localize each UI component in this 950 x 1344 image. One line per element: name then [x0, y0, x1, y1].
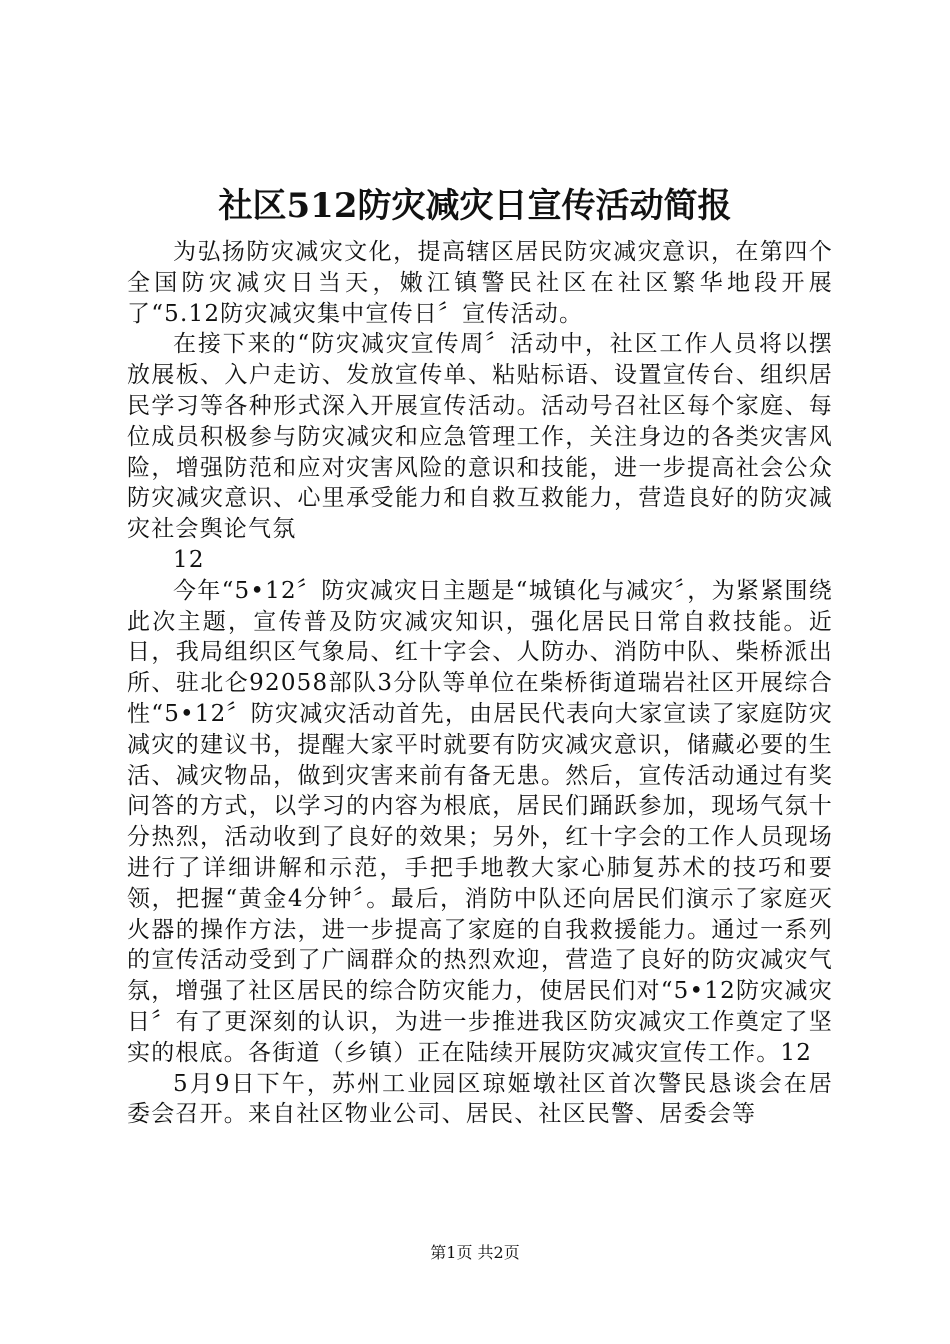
paragraph-intro: 为弘扬防灾减灾文化，提高辖区居民防灾减灾意识，在第四个全国防灾减灾日当天，嫩江镇警民社区在社区繁华地段开展了“5.12防灾减灾集中宣传日〞宣传活动。 [127, 239, 833, 327]
paragraph-number-note: 12 [173, 546, 205, 573]
document-body [127, 237, 833, 1130]
paragraph-publicity-week: 在接下来的“防灾减灾宣传周〞活动中，社区工作人员将以摆放展板、入户走访、发放宣传单、粘贴标语、设置宣传台、组织居民学习等各种形式深入开展宣传活动。活动号召社区每个家庭、每位成员积极参与防灾减灾和应急管理工作，关注身边的各类灾害风险，增强防范和应对灾害风险的意识和技能，进一步提高社会公众防灾减灾意识、心里承受能力和自救互救能力，营造良好的防灾减灾社会舆论气氛 [127, 331, 833, 543]
paragraph-theme-activity: 今年“5•12〞防灾减灾日主题是“城镇化与减灾〞，为紧紧围绕此次主题，宣传普及防灾减灾知识，强化居民日常自救技能。近日，我局组织区气象局、红十字会、人防办、消防中队、柴桥派出所、驻北仑92058部队3分队等单位在柴桥街道瑞岩社区开展综合性“5•12〞防灾减灾活动首先，由居民代表向大家宣读了家庭防灾减灾的建议书，提醒大家平时就要有防灾减灾意识，储藏必要的生活、减灾物品，做到灾害来前有备无患。然后，宣传活动通过有奖问答的方式，以学习的内容为根底，居民们踊跃参加，现场气氛十分热烈，活动收到了良好的效果；另外，红十字会的工作人员现场进行了详细讲解和示范，手把手地教大家心肺复苏术的技巧和要领，把握“黄金4分钟〞。最后，消防中队还向居民们演示了家庭灭火器的操作方法，进一步提高了家庭的自我救援能力。通过一系列的宣传活动受到了广阔群众的热烈欢迎，营造了良好的防灾减灾气氛，增强了社区居民的综合防灾能力，使居民们对“5•12防灾减灾日〞有了更深刻的认识，为进一步推进我区防灾减灾工作奠定了坚实的根底。各街道（乡镇）正在陆续开展防灾减灾宣传工作。12 [127, 577, 833, 1066]
paragraph-police-meeting: 5月9日下午，苏州工业园区琼姬墩社区首次警民恳谈会在居委会召开。来自社区物业公司、居民、社区民警、居委会等 [127, 1070, 833, 1128]
page-number-footer: 第1页 共2页 [430, 1243, 520, 1262]
document-title: 社区512防灾减灾日宣传活动简报 [218, 186, 732, 226]
